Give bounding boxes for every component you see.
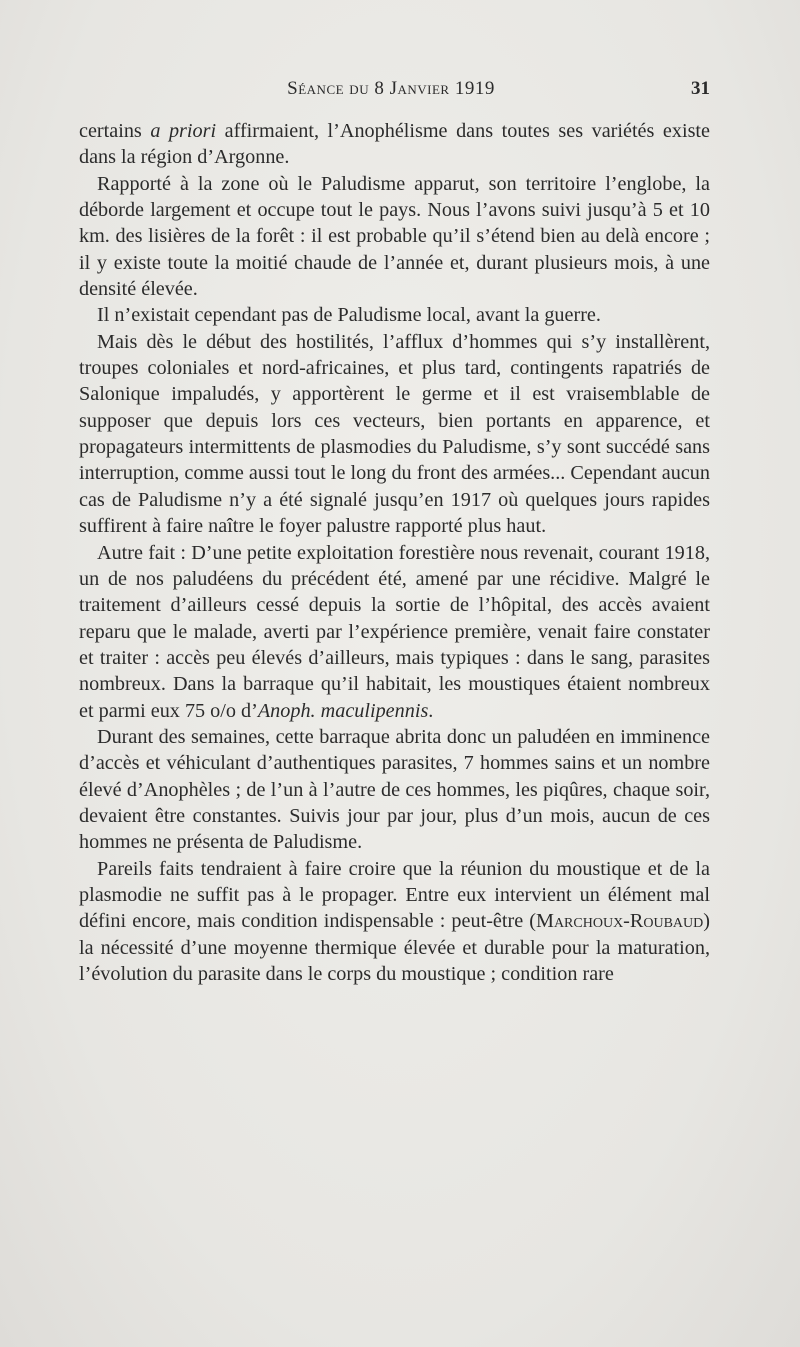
page-number: 31 bbox=[691, 78, 710, 99]
paragraph-7-text-c: ) la nécessité d’une moyenne thermique élevée et durable pour la maturation, l’évolution du parasite dans le corps du moustique ; condition rare bbox=[79, 910, 710, 985]
paragraph-4: Mais dès le début des hostilités, l’afflux d’hommes qui s’y installèrent, troupes coloniales et nord-africaines, et plus tard, contingents rapatriés de Salonique impaludés, y apportèrent le germe et il est vraisemblable de supposer que depuis lors ces vecteurs, bien portants en apparence, et propagateurs intermittents de plasmodies du Paludisme, s’y sont succédé sans interruption, comme aussi tout le long du front des armées... Cependant aucun cas de Paludisme n’y a été signalé jusqu’en 1917 où quelques jours rapides suffirent à faire naître le foyer palustre rapporté plus haut. bbox=[79, 330, 710, 538]
paragraph-6: Durant des semaines, cette barraque abrita donc un paludéen en imminence d’accès et véhiculant d’authentiques parasites, 7 hommes sains et un nombre élevé d’Anophèles ; de l’un à l’autre de ces hommes, les piqûres, chaque soir, devaient être constantes. Suivis jour par jour, plus d’un mois, aucun de ces hommes ne présenta de Paludisme. bbox=[79, 725, 710, 854]
paragraph-7-text-a: Pareils faits tendraient à faire croire que la réunion du moustique et de la plasmodie ne suffit pas à le propager. Entre eux intervient un élément mal défini encore, mais condition indispensable : peut-être ( bbox=[79, 857, 710, 933]
paragraph-7 bbox=[79, 856, 710, 988]
paragraph-5 bbox=[79, 540, 710, 724]
paragraph-5-text-a: Autre fait : D’une petite exploitation forestière nous revenait, courant 1918, un de nos paludéens du précédent été, amené par une récidive. Malgré le traitement d’ailleurs cessé depuis la sortie de l’hôpital, des accès avaient reparu que le malade, averti par l’expérience première, venait faire constater et traiter : accès peu élevés d’ailleurs, mais typiques : dans le sang, parasites nombreux. Dans la barraque qu’il habitait, les moustiques étaient nombreux et parmi eux 75 o/o d’ bbox=[79, 541, 710, 722]
running-title: Séance du 8 Janvier 1919 bbox=[287, 78, 495, 99]
running-head bbox=[72, 78, 710, 108]
paragraph-1-text-c: affirmaient, l’Anophélisme dans toutes ses variétés existe dans la région d’Argonne. bbox=[79, 120, 710, 169]
text-body bbox=[79, 118, 710, 987]
paragraph-5-text-c: . bbox=[428, 699, 434, 722]
paragraph-1-italic: a priori bbox=[150, 120, 217, 142]
paragraph-1 bbox=[79, 118, 710, 171]
paragraph-1-text-a: certains bbox=[79, 120, 151, 142]
paragraph-7-smallcaps: Marchoux-Roubaud bbox=[536, 910, 704, 933]
paragraph-3: Il n’existait cependant pas de Paludisme local, avant la guerre. bbox=[97, 304, 601, 327]
paragraph-5-italic: Anoph. maculipennis bbox=[257, 699, 429, 722]
paragraph-2: Rapporté à la zone où le Paludisme apparut, son territoire l’englobe, la déborde largement et occupe tout le pays. Nous l’avons suivi jusqu’à 5 et 10 km. des lisières de la forêt : il est probable qu’il s’étend bien au delà encore ; il y existe toute la moitié chaude de l’année et, durant plusieurs mois, à une densité élevée. bbox=[79, 172, 710, 301]
